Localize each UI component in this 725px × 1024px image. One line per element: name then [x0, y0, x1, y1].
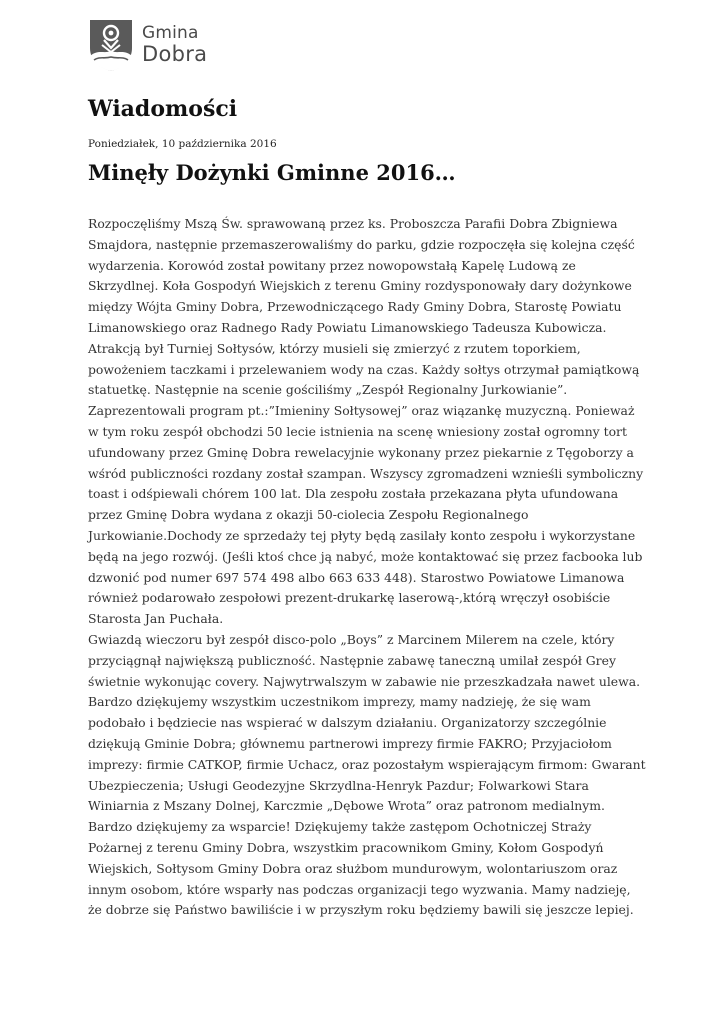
coat-of-arms-icon — [88, 18, 134, 72]
post-body — [88, 214, 648, 921]
logo-text — [142, 24, 207, 66]
site-logo[interactable] — [88, 17, 207, 73]
post-date: Poniedziałek, 10 października 2016 — [88, 138, 277, 150]
post-paragraph: Rozpoczęliśmy Mszą Św. sprawowaną przez ks. Proboszcza Parafii Dobra Zbigniewa Smajdora, następnie przemaszerowaliśmy do parku, gdzie rozpoczęła się kolejna część wydarzenia. Korowód został powitany przez nowopowstałą Kapelę Ludową ze Skrzydlnej. Koła Gospodyń Wiejskich z terenu Gminy rozdysponowały dary dożynkowe między Wójta Gminy Dobra, Przewodniczącego Rady Gminy Dobra, Starostę Powiatu Limanowskiego oraz Radnego Rady Powiatu Limanowskiego Tadeusza Kubowicza. Atrakcją był Turniej Sołtysów, którzy musieli się zmierzyć z rzutem toporkiem, powożeniem taczkami i przelewaniem wody na czas. Każdy sołtys otrzymał pamiątkową statuetkę. Następnie na scenie gościliśmy „Zespół Regionalny Jurkowianie”. Zaprezentowali program pt.:”Imieniny Sołtysowej” oraz wiązankę muzyczną. Ponieważ w tym roku zespół obchodzi 50 lecie istnienia na scenę wniesiony został ogromny tort ufundowany przez Gminę Dobra rewelacyjnie wykonany przez piekarnie z Tęgoborzy a wśród publiczności rozdany został szampan. Wszyscy zgromadzeni wznieśli symboliczny toast i odśpiewali chórem 100 lat. Dla zespołu została przekazana płyta ufundowana przez Gminę Dobra wydana z okazji 50-ciolecia Zespołu Regionalnego Jurkowianie.Dochody ze sprzedaży tej płyty będą zasilały konto zespołu i wykorzystane będą na jego rozwój. (Jeśli ktoś chce ją nabyć, może kontaktować się przez facbooka lub dzwonić pod numer 697 574 498 albo 663 633 448). Starostwo Powiatowe Limanowa również podarowało zespołowi prezent-drukarkę laserową-,którą wręczył osobiście Starosta Jan Puchała. — [88, 216, 644, 627]
post-paragraph: Gwiazdą wieczoru był zespół disco-polo „Boys” z Marcinem Milerem na czele, który przyciągnął największą publiczność. Następnie zabawę taneczną umilał zespół Grey świetnie wykonując covery. Najwytrwalszym w zabawie nie przeszkadzała nawet ulewa. Bardzo dziękujemy wszystkim uczestnikom imprezy, mamy nadzieję, że się wam podobało i będziecie nas wspierać w dalszym działaniu. Organizatorzy szczególnie dziękują Gminie Dobra; głównemu partnerowi imprezy firmie FAKRO; Przyjaciołom imprezy: firmie CATKOP, firmie Uchacz, oraz pozostałym wspierającym firmom: Gwarant Ubezpieczenia; Usługi Geodezyjne Skrzydlna-Henryk Pazdur; Folwarkowi Stara Winiarnia z Mszany Dolnej, Karczmie „Dębowe Wrota” oraz patronom medialnym. Bardzo dziękujemy za wsparcie! Dziękujemy także zastępom Ochotniczej Straży Pożarnej z terenu Gminy Dobra, wszystkim pracownikom Gminy, Kołom Gospodyń Wiejskich, Sołtysom Gminy Dobra oraz służbom mundurowym, wolontariuszom oraz innym osobom, które wsparły nas podczas organizacji tego wyzwania. Mamy nadzieję, że dobrze się Państwo bawiliście i w przyszłym roku będziemy bawili się jeszcze lepiej. — [88, 631, 646, 918]
section-title: Wiadomości — [88, 96, 238, 122]
logo-line-1: Gmina — [142, 23, 199, 43]
post-title: Minęły Dożynki Gminne 2016… — [88, 160, 456, 185]
logo-line-2: Dobra — [142, 42, 208, 66]
